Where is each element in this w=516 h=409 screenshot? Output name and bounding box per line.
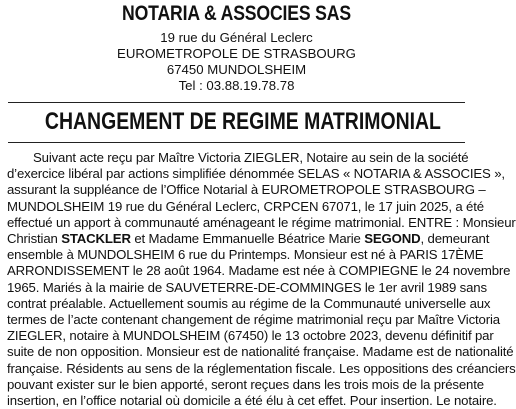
body-line: française. Résidents au sens de la réglementation fiscale. Les oppositions des créanciers <box>7 360 516 376</box>
body-line: contrat préalable. Actuellement soumis au régime de la Communauté universelle aux <box>7 295 491 311</box>
firm-address <box>0 30 473 94</box>
body-line: MUNDOLSHEIM 19 rue du Général Leclerc, CRPCEN 67071, le 17 juin 2025, a été <box>7 198 484 214</box>
body-line: termes de l’acte contenant changement de régime matrimonial reçu par Maître Victoria <box>7 312 500 328</box>
divider-bottom <box>8 142 465 143</box>
body-line: pouvant exister sur le bien apporté, seront reçues dans les trois mois de la présente <box>7 376 484 392</box>
spouse-surname-stackler: STACKLER <box>61 231 131 247</box>
body-line: Suivant acte reçu par Maître Victoria ZIEGLER, Notaire au sein de la société <box>33 150 469 165</box>
body-line: effectué un apport à communauté aménageant le régime matrimonial. ENTRE : Monsieur <box>7 214 516 230</box>
address-city: 67450 MUNDOLSHEIM <box>166 62 307 77</box>
body-line: ensemble à MUNDOLSHEIM 6 rue du Printemps. Monsieur est né à PARIS 17ÈME <box>7 247 484 263</box>
body-text-fragment: Christian <box>7 231 62 247</box>
notice-headline: CHANGEMENT DE REGIME MATRIMONIAL <box>44 108 441 135</box>
body-text-fragment: et Madame Emmanuelle Béatrice Marie <box>130 231 365 247</box>
spouse-surname-segond: SEGOND <box>364 231 421 247</box>
divider-top <box>8 102 465 103</box>
body-line: 1965. Mariés à la mairie de SAUVETERRE-DE-COMMINGES le 1er avril 1989 sans <box>7 279 487 295</box>
body-line: assurant la suppléance de l’Office Notarial à EUROMETROPOLE STRASBOURG – <box>7 182 486 198</box>
body-line: d’exercice libéral par actions simplifiée dénommée SELAS « NOTARIA & ASSOCIES », <box>7 166 505 182</box>
body-text-fragment: , demeurant <box>420 231 490 247</box>
body-line-names <box>7 231 490 247</box>
notice-body <box>7 150 516 409</box>
address-metropole: EUROMETROPOLE DE STRASBOURG <box>117 46 356 61</box>
body-line: ZIEGLER, notaire à MUNDOLSHEIM (67450) le 13 octobre 2023, devenu définitif par <box>7 328 494 344</box>
address-street: 19 rue du Général Leclerc <box>160 30 313 45</box>
body-line: ARRONDISSEMENT le 28 août 1964. Madame est née à COMPIEGNE le 24 novembre <box>7 263 511 279</box>
body-line: insertion, en l’office notarial où domicile a été élu à cet effet. Pour insertion. Le notaire. <box>7 393 497 409</box>
firm-name: NOTARIA & ASSOCIES SAS <box>122 2 351 25</box>
body-line: suite de non opposition. Monsieur est de nationalité française. Madame est de nationalité <box>7 344 514 360</box>
address-phone: Tel : 03.88.19.78.78 <box>178 78 295 93</box>
